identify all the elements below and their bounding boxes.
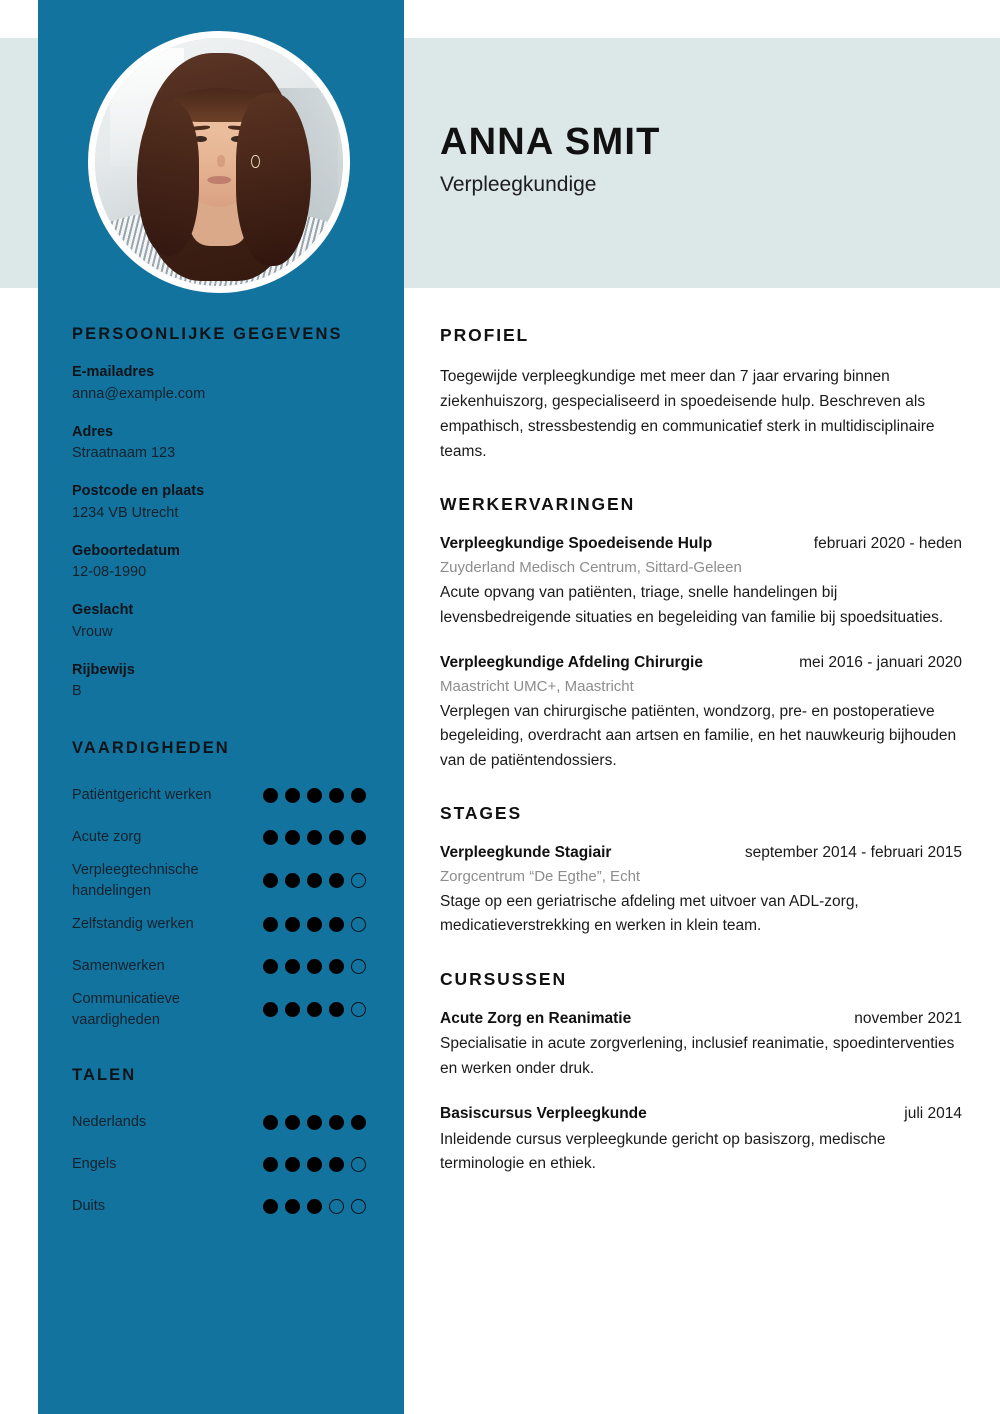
- skill-label: Patiëntgericht werken: [72, 786, 212, 803]
- rating-dot-filled: [307, 1115, 322, 1130]
- rating-dot-filled: [285, 959, 300, 974]
- language-rating-dots: [263, 1115, 366, 1130]
- profile-text: Toegewijde verpleegkundige met meer dan 7 jaar ervaring binnen ziekenhuiszorg, gespecialiseerd in spoedeisende hulp. Beschreven als empathisch, stressbestendig en communicatief sterk in multidisciplinaire teams.: [440, 368, 935, 461]
- entry-description: Inleidende cursus verpleegkunde gericht op basiszorg, medische terminologie en ethiek.: [440, 1130, 886, 1173]
- language-rating-dots: [263, 1199, 366, 1214]
- language-label: Nederlands: [72, 1114, 147, 1131]
- rating-dot-filled: [285, 1115, 300, 1130]
- detail-item-email: [72, 362, 372, 406]
- entry-date: juli 2014: [904, 1105, 962, 1123]
- skill-rating-dots: [263, 873, 366, 888]
- skill-row: [72, 905, 372, 943]
- profile-photo-image: [95, 38, 343, 286]
- languages-list: [72, 1103, 372, 1225]
- rating-dot-empty: [351, 1157, 366, 1172]
- skill-row: [72, 818, 372, 856]
- rating-dot-filled: [351, 830, 366, 845]
- detail-item-drivers-license: [72, 660, 372, 704]
- detail-value: anna@example.com: [72, 385, 206, 402]
- rating-dot-filled: [307, 1002, 322, 1017]
- photo-hair-strand-right: [236, 93, 310, 267]
- language-label: Engels: [72, 1156, 117, 1173]
- detail-value: 12-08-1990: [72, 564, 147, 581]
- entry-title: Acute Zorg en Reanimatie: [440, 1009, 632, 1027]
- candidate-job-title: Verpleegkundige: [440, 172, 597, 196]
- section-heading-personal-details: PERSOONLIJKE GEGEVENS: [72, 325, 343, 343]
- entry-title: Basiscursus Verpleegkunde: [440, 1105, 647, 1123]
- detail-label: Geboortedatum: [72, 542, 180, 559]
- rating-dot-filled: [307, 873, 322, 888]
- skill-rating-dots: [263, 830, 366, 845]
- section-heading-skills: VAARDIGHEDEN: [72, 739, 230, 757]
- rating-dot-filled: [263, 830, 278, 845]
- entry-header: [440, 652, 962, 674]
- rating-dot-filled: [285, 917, 300, 932]
- language-row: [72, 1187, 372, 1225]
- detail-value: B: [72, 683, 82, 700]
- rating-dot-filled: [307, 917, 322, 932]
- section-heading-profile: PROFIEL: [440, 325, 530, 345]
- personal-details-list: [72, 362, 372, 703]
- rating-dot-filled: [329, 917, 344, 932]
- work-experience-entries: [440, 533, 962, 773]
- profile-photo: [88, 31, 350, 293]
- experience-entry: [440, 533, 962, 630]
- section-heading-work-experience: WERKERVARINGEN: [440, 494, 636, 515]
- candidate-name: ANNA SMIT: [440, 121, 661, 163]
- rating-dot-filled: [329, 959, 344, 974]
- entry-date: februari 2020 - heden: [813, 535, 962, 553]
- language-label: Duits: [72, 1198, 106, 1215]
- detail-item-date-of-birth: [72, 541, 372, 585]
- photo-hair-strand-left: [137, 102, 199, 256]
- detail-item-address: [72, 422, 372, 466]
- language-row: [72, 1103, 372, 1141]
- rating-dot-empty: [351, 917, 366, 932]
- entry-title: Verpleegkundige Spoedeisende Hulp: [440, 535, 713, 553]
- rating-dot-empty: [351, 1002, 366, 1017]
- rating-dot-filled: [329, 788, 344, 803]
- entry-organisation: Maastricht UMC+, Maastricht: [440, 677, 634, 695]
- entry-organisation: Zorgcentrum “De Egthe”, Echt: [440, 867, 641, 885]
- rating-dot-empty: [351, 1199, 366, 1214]
- detail-item-gender: [72, 600, 372, 644]
- experience-entry: [440, 842, 962, 939]
- rating-dot-filled: [263, 788, 278, 803]
- rating-dot-filled: [329, 873, 344, 888]
- photo-nose: [217, 155, 225, 167]
- entry-description: Specialisatie in acute zorgverlening, inclusief reanimatie, spoedinterventies en werken onder druk.: [440, 1035, 955, 1077]
- rating-dot-filled: [351, 788, 366, 803]
- skill-label: Samenwerken: [72, 957, 165, 974]
- detail-value: Straatnaam 123: [72, 445, 176, 462]
- entry-date: mei 2016 - januari 2020: [799, 654, 962, 672]
- experience-entry: [440, 1008, 962, 1081]
- entry-header: [440, 1103, 962, 1125]
- entry-header: [440, 533, 962, 555]
- section-heading-languages: TALEN: [72, 1066, 137, 1085]
- section-courses: [440, 969, 962, 1177]
- section-heading-courses: CURSUSSEN: [440, 968, 567, 989]
- rating-dot-filled: [307, 830, 322, 845]
- detail-label: Rijbewijs: [72, 661, 135, 678]
- photo-earring: [251, 155, 259, 168]
- skill-row: [72, 947, 372, 985]
- rating-dot-filled: [263, 1157, 278, 1172]
- rating-dot-filled: [307, 788, 322, 803]
- skill-row: [72, 860, 372, 901]
- entry-title: Verpleegkunde Stagiair: [440, 844, 612, 862]
- rating-dot-filled: [329, 1115, 344, 1130]
- detail-item-postcode-city: [72, 481, 372, 525]
- skill-row: [72, 776, 372, 814]
- rating-dot-filled: [329, 1157, 344, 1172]
- rating-dot-filled: [285, 1002, 300, 1017]
- entry-date: november 2021: [854, 1009, 962, 1027]
- rating-dot-empty: [329, 1199, 344, 1214]
- experience-entry: [440, 1103, 962, 1176]
- rating-dot-filled: [285, 1199, 300, 1214]
- rating-dot-filled: [285, 788, 300, 803]
- rating-dot-filled: [263, 1002, 278, 1017]
- course-entries: [440, 1008, 962, 1177]
- skill-rating-dots: [263, 917, 366, 932]
- internship-entries: [440, 842, 962, 939]
- detail-value: 1234 VB Utrecht: [72, 504, 179, 521]
- entry-description: Stage op een geriatrische afdeling met uitvoer van ADL-zorg, medicatieverstrekking en werken in klein team.: [440, 892, 859, 935]
- section-profile: [440, 325, 962, 464]
- entry-description: Verplegen van chirurgische patiënten, wondzorg, pre- en postoperatieve begeleiding, overdracht aan artsen en familie, en het nauwkeurig bijhouden van de patiëntendossiers.: [440, 702, 957, 769]
- rating-dot-filled: [285, 1157, 300, 1172]
- detail-label: E-mailadres: [72, 364, 155, 380]
- section-internships: [440, 803, 962, 939]
- language-rating-dots: [263, 1157, 366, 1172]
- rating-dot-filled: [285, 830, 300, 845]
- sidebar-content: [72, 325, 372, 1229]
- rating-dot-filled: [307, 959, 322, 974]
- rating-dot-filled: [263, 959, 278, 974]
- detail-label: Postcode en plaats: [72, 483, 205, 499]
- skill-rating-dots: [263, 788, 366, 803]
- skill-label: Zelfstandig werken: [72, 915, 194, 932]
- section-heading-internships: STAGES: [440, 803, 523, 824]
- skill-row: [72, 989, 372, 1030]
- entry-organisation: Zuyderland Medisch Centrum, Sittard-Geleen: [440, 558, 742, 576]
- rating-dot-filled: [263, 873, 278, 888]
- photo-lips: [207, 176, 231, 184]
- rating-dot-filled: [263, 917, 278, 932]
- section-work-experience: [440, 494, 962, 773]
- rating-dot-filled: [263, 1199, 278, 1214]
- main-content: [440, 325, 962, 1207]
- rating-dot-empty: [351, 959, 366, 974]
- rating-dot-filled: [263, 1115, 278, 1130]
- skill-label: Communicatieve vaardigheden: [72, 991, 180, 1028]
- rating-dot-filled: [351, 1115, 366, 1130]
- entry-header: [440, 842, 962, 864]
- detail-label: Adres: [72, 423, 114, 440]
- experience-entry: [440, 652, 962, 773]
- language-row: [72, 1145, 372, 1183]
- entry-header: [440, 1008, 962, 1030]
- rating-dot-filled: [285, 873, 300, 888]
- detail-value: Vrouw: [72, 623, 113, 640]
- rating-dot-filled: [329, 1002, 344, 1017]
- header-text-block: [440, 122, 960, 197]
- entry-description: Acute opvang van patiënten, triage, snelle handelingen bij levensbedreigende situaties en begeleiding van familie bij spoedsituaties.: [440, 584, 944, 626]
- skill-label: Verpleegtechnische handelingen: [72, 862, 199, 899]
- skills-list: [72, 776, 372, 1030]
- entry-title: Verpleegkundige Afdeling Chirurgie: [440, 654, 703, 672]
- detail-label: Geslacht: [72, 602, 134, 618]
- skill-rating-dots: [263, 1002, 366, 1017]
- entry-date: september 2014 - februari 2015: [744, 844, 962, 862]
- rating-dot-filled: [307, 1157, 322, 1172]
- skill-label: Acute zorg: [72, 828, 142, 845]
- rating-dot-filled: [329, 830, 344, 845]
- rating-dot-empty: [351, 873, 366, 888]
- rating-dot-filled: [307, 1199, 322, 1214]
- skill-rating-dots: [263, 959, 366, 974]
